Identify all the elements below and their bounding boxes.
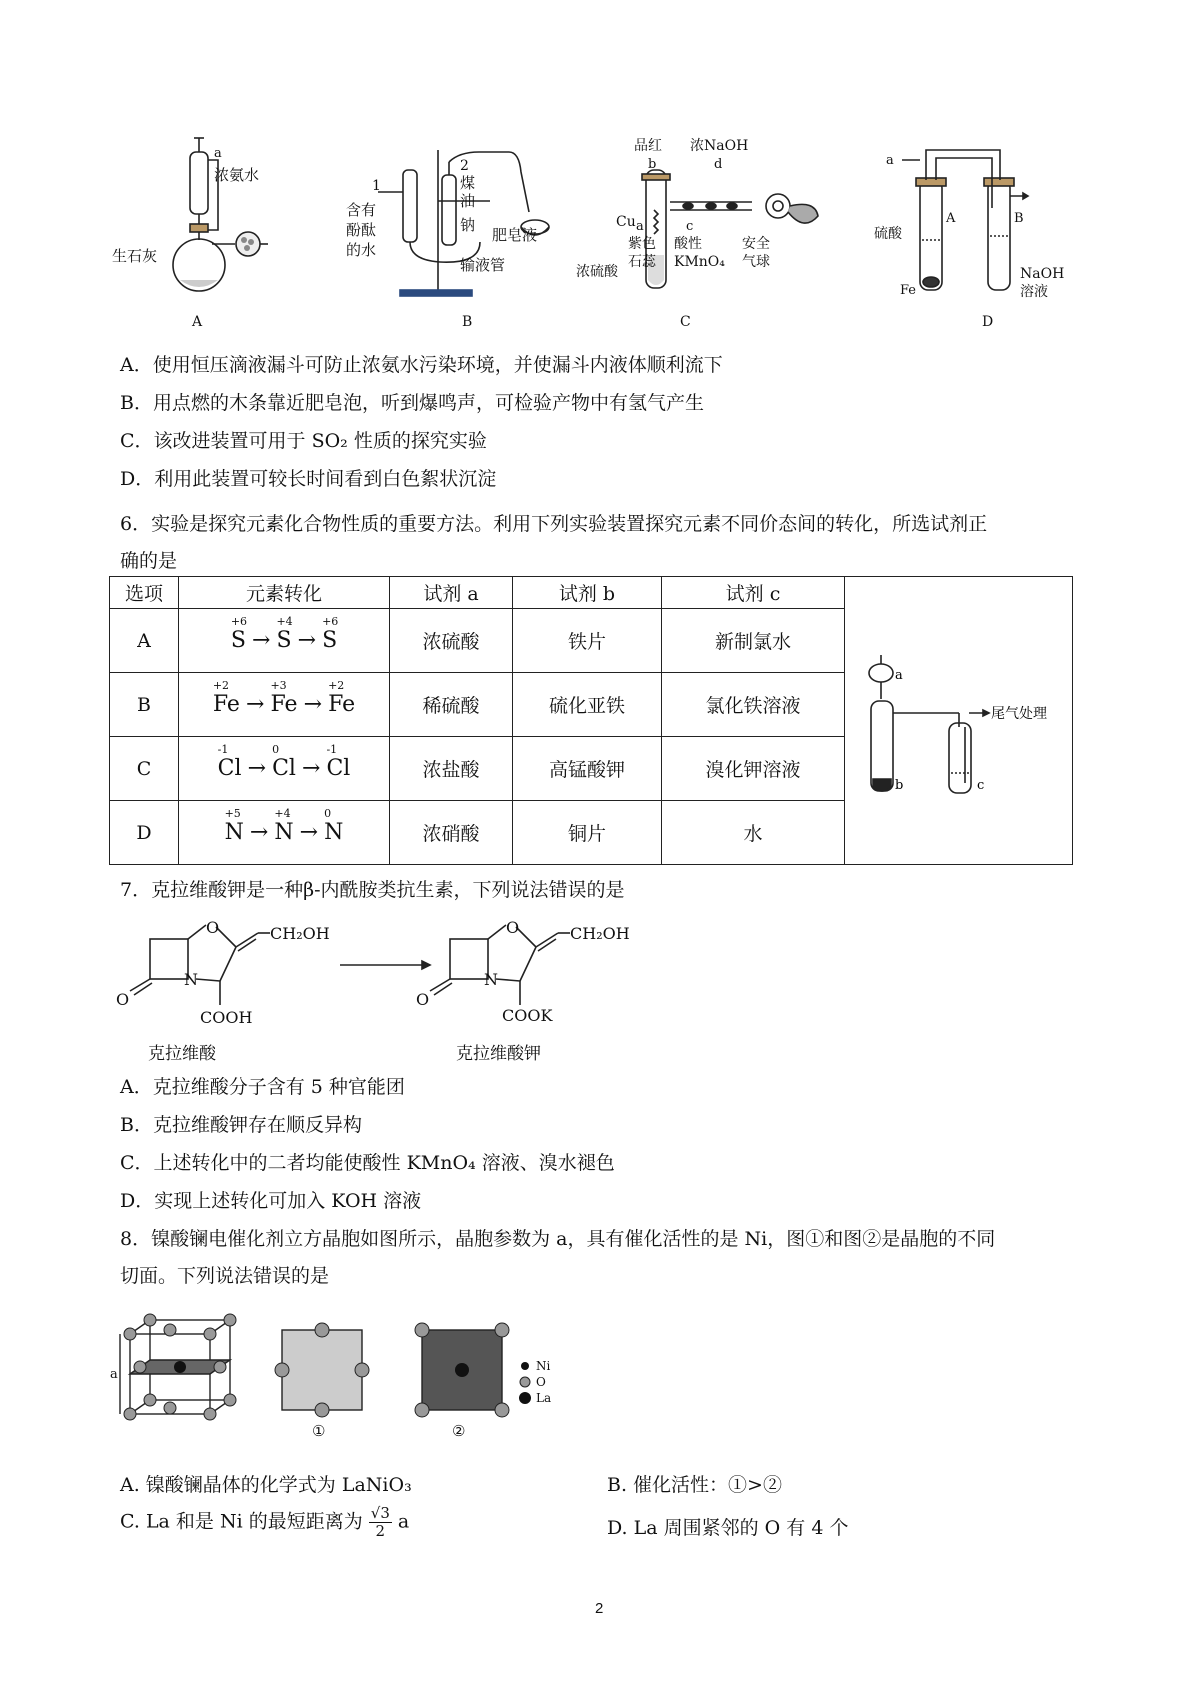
q6-row-option: A bbox=[110, 609, 179, 673]
fig-c-label-pinhong: 品红 bbox=[634, 138, 662, 154]
fig-a-label-quicklime: 生石灰 bbox=[112, 247, 158, 265]
q6-header-reagent-b: 试剂 b bbox=[513, 577, 662, 609]
q7-option-c: C．上述转化中的二者均能使酸性 KMnO₄ 溶液、溴水褪色 bbox=[120, 1152, 615, 1174]
q8-stem-line2: 切面。下列说法错误的是 bbox=[120, 1265, 330, 1287]
q6-header-option: 选项 bbox=[110, 577, 179, 609]
q8-legend-o: O bbox=[536, 1375, 546, 1389]
q6-row-reagent-c: 水 bbox=[662, 801, 845, 865]
q8-fig1-label: ① bbox=[312, 1422, 326, 1440]
q7-reaction-scheme bbox=[110, 905, 670, 1065]
q6-app-label-tail: 尾气处理 bbox=[991, 706, 1047, 722]
fig-d-label-fe: Fe bbox=[900, 283, 917, 298]
q6-app-label-a: a bbox=[895, 668, 903, 683]
q6-row-option: C bbox=[110, 737, 179, 801]
q7-stem: 7．克拉维酸钾是一种β-内酰胺类抗生素，下列说法错误的是 bbox=[120, 879, 625, 901]
q5-option-d: D．利用此装置可较长时间看到白色絮状沉淀 bbox=[120, 468, 497, 490]
q6-row-reagent-b: 高锰酸钾 bbox=[513, 737, 662, 801]
fig-c-label-b: b bbox=[648, 157, 657, 172]
q7-right-o-ring: O bbox=[506, 918, 520, 937]
fig-c-label-c: c bbox=[686, 219, 694, 234]
fig-c-label-balloon: 安全气球 bbox=[742, 236, 770, 270]
q8-option-d: D. La 周围紧邻的 O 有 4 个 bbox=[607, 1517, 849, 1539]
q6-row-conversion: -1 Cl → 0 Cl → -1 Cl bbox=[179, 737, 390, 801]
q8-crystal-figures bbox=[110, 1310, 580, 1445]
q8-legend-ni: Ni bbox=[536, 1359, 551, 1373]
q7-left-name: 克拉维酸 bbox=[148, 1044, 216, 1064]
q6-row-conversion: +2 Fe → +3 Fe → +2 Fe bbox=[179, 673, 390, 737]
q6-apparatus-cell bbox=[845, 577, 1073, 865]
figure-b-sodium-apparatus bbox=[346, 130, 575, 340]
q6-apparatus-figure bbox=[851, 633, 1066, 803]
q7-left-acid: COOH bbox=[200, 1008, 253, 1027]
fig-d-label-naoh: NaOH 溶液 bbox=[1020, 266, 1065, 300]
fig-b-caption: B bbox=[462, 314, 473, 330]
q7-left-n: N bbox=[184, 970, 198, 989]
fig-b-label-kerosene: 煤油 bbox=[460, 174, 476, 210]
fig-d-label-a: a bbox=[886, 153, 894, 168]
q7-left-o-keto: O bbox=[116, 990, 130, 1009]
q8-fraction-denominator: 2 bbox=[375, 1522, 386, 1540]
fig-c-label-h2so4: 浓硫酸 bbox=[576, 264, 618, 280]
q7-right-acid: COOK bbox=[502, 1006, 553, 1025]
q7-right-o-keto: O bbox=[416, 990, 430, 1009]
q5-option-a: A．使用恒压滴液漏斗可防止浓氨水污染环境，并使漏斗内液体顺利流下 bbox=[120, 354, 723, 376]
q6-row-reagent-b: 铁片 bbox=[513, 609, 662, 673]
q6-row-conversion: +6 S → +4 S → +6 S bbox=[179, 609, 390, 673]
q5-option-c: C．该改进装置可用于 SO₂ 性质的探究实验 bbox=[120, 430, 487, 452]
q5-option-b: B．用点燃的木条靠近肥皂泡，听到爆鸣声，可检验产物中有氢气产生 bbox=[120, 392, 704, 414]
q6-row-reagent-c: 新制氯水 bbox=[662, 609, 845, 673]
fig-a-caption: A bbox=[192, 314, 203, 330]
fig-c-label-a: a bbox=[636, 219, 644, 234]
fig-b-label-soap: 肥皂液 bbox=[492, 226, 538, 244]
q6-row-option: D bbox=[110, 801, 179, 865]
q7-right-ch2oh: CH₂OH bbox=[570, 924, 630, 943]
q6-row-reagent-b: 硫化亚铁 bbox=[513, 673, 662, 737]
figure-c-so2-apparatus bbox=[576, 130, 843, 340]
page-number: 2 bbox=[595, 1600, 604, 1617]
fig-b-label-sodium: 钠 bbox=[460, 216, 476, 234]
q6-row-reagent-a: 稀硫酸 bbox=[390, 673, 513, 737]
fig-c-label-kmno4: 酸性 KMnO₄ bbox=[674, 236, 725, 270]
q7-option-d: D．实现上述转化可加入 KOH 溶液 bbox=[120, 1190, 422, 1212]
q6-row-option: B bbox=[110, 673, 179, 737]
q6-app-label-b: b bbox=[895, 778, 904, 793]
q7-right-name: 克拉维酸钾 bbox=[456, 1044, 541, 1064]
q6-row-reagent-b: 铜片 bbox=[513, 801, 662, 865]
q8-option-b: B. 催化活性：①>② bbox=[607, 1474, 782, 1496]
fig-a-label-ammonia: 浓氨水 bbox=[214, 166, 260, 184]
q7-option-b: B．克拉维酸钾存在顺反异构 bbox=[120, 1114, 362, 1136]
q8-option-c-unit: a bbox=[397, 1510, 410, 1533]
fig-c-label-cu: Cu bbox=[616, 214, 636, 230]
fig-d-caption: D bbox=[982, 314, 994, 330]
figure-a-ammonia-apparatus bbox=[110, 130, 300, 340]
q8-option-c bbox=[120, 1505, 409, 1540]
q6-header-reagent-a: 试剂 a bbox=[390, 577, 513, 609]
fig-c-label-naoh: 浓NaOH bbox=[690, 138, 749, 154]
q6-row-reagent-a: 浓硝酸 bbox=[390, 801, 513, 865]
q8-stem-line1: 8．镍酸镧电催化剂立方晶胞如图所示，晶胞参数为 a，具有催化活性的是 Ni，图①和图②是晶胞的不同 bbox=[120, 1228, 996, 1250]
fig-c-caption: C bbox=[680, 314, 691, 330]
q8-fraction-numerator: √3 bbox=[370, 1504, 390, 1522]
q6-row-conversion: +5 N → +4 N → 0 N bbox=[179, 801, 390, 865]
q7-option-a: A．克拉维酸分子含有 5 种官能团 bbox=[120, 1076, 405, 1098]
fig-c-label-litmus: 紫色石蕊 bbox=[628, 236, 656, 270]
q8-option-c-text: C. La 和是 Ni 的最短距离为 bbox=[120, 1510, 363, 1533]
q6-table bbox=[109, 576, 1073, 865]
q6-stem-line1: 6．实验是探究元素化合物性质的重要方法。利用下列实验装置探究元素不同价态间的转化，所选试剂正 bbox=[120, 513, 988, 535]
figure-d-feoh2-apparatus bbox=[874, 130, 1080, 340]
fig-d-label-acid: 硫酸 bbox=[874, 226, 902, 242]
q8-cell-label-a: a bbox=[110, 1367, 118, 1382]
fig-d-label-A: A bbox=[946, 211, 956, 226]
q6-stem-line2: 确的是 bbox=[120, 550, 178, 572]
q7-right-n: N bbox=[484, 970, 498, 989]
q8-option-c-fraction bbox=[369, 1505, 392, 1540]
q7-left-ch2oh: CH₂OH bbox=[270, 924, 330, 943]
fig-d-label-B: B bbox=[1014, 211, 1024, 226]
fig-a-label-a: a bbox=[214, 146, 222, 161]
fig-c-label-d: d bbox=[714, 157, 723, 172]
fig-b-label-tube: 输液管 bbox=[460, 256, 506, 274]
fig-b-label-1: 1 bbox=[372, 178, 381, 194]
q6-row-reagent-a: 浓盐酸 bbox=[390, 737, 513, 801]
q6-header-reagent-c: 试剂 c bbox=[662, 577, 845, 609]
fig-b-label-water: 含有酚酞的水 bbox=[346, 201, 377, 259]
q7-left-o-ring: O bbox=[206, 918, 220, 937]
fig-b-label-2: 2 bbox=[460, 158, 469, 174]
q6-row-reagent-c: 溴化钾溶液 bbox=[662, 737, 845, 801]
q6-row-reagent-a: 浓硫酸 bbox=[390, 609, 513, 673]
q6-header-conversion: 元素转化 bbox=[179, 577, 390, 609]
q8-legend-la: La bbox=[536, 1391, 552, 1405]
q6-app-label-c: c bbox=[977, 778, 985, 793]
q8-fig2-label: ② bbox=[452, 1422, 466, 1440]
q8-option-a: A. 镍酸镧晶体的化学式为 LaNiO₃ bbox=[120, 1474, 412, 1496]
q6-row-reagent-c: 氯化铁溶液 bbox=[662, 673, 845, 737]
